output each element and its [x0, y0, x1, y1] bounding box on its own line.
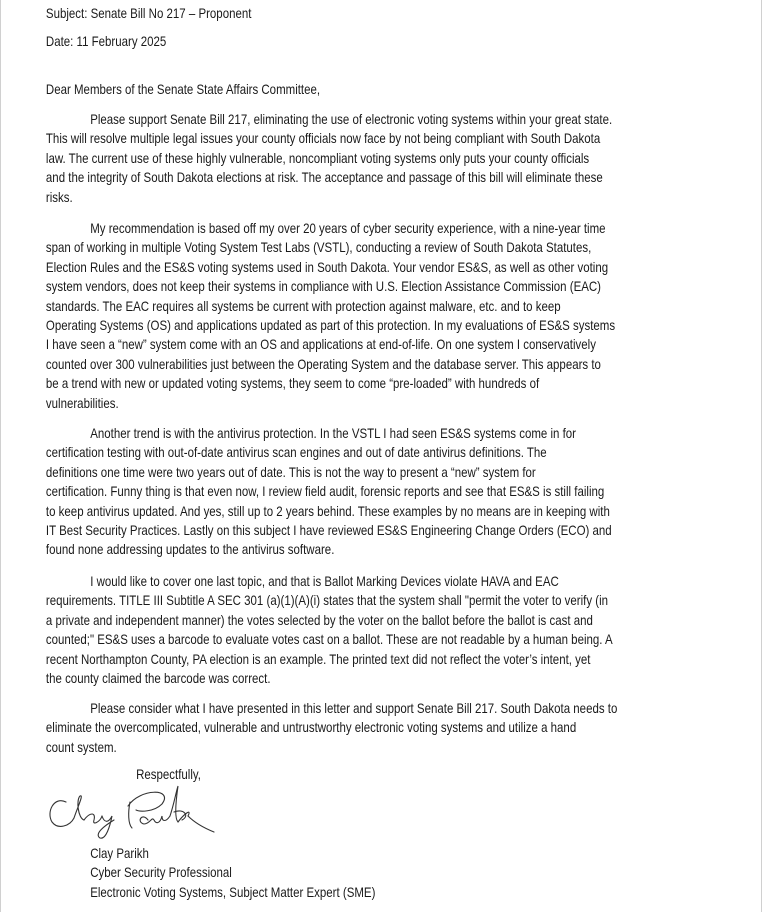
paragraph-line: certification. Funny thing is that even now, I review field audit, forensic reports and see that ES&S is still failing	[45, 483, 605, 500]
salutation: Dear Members of the Senate State Affairs Committee,	[45, 81, 321, 97]
paragraph-line: eliminate the overcomplicated, vulnerable and untrustworthy electronic voting systems and utilize a hand	[45, 719, 577, 736]
paragraph-line: to keep antivirus updated. And yes, still up to 2 years behind. These examples by no means are in keeping with	[45, 502, 610, 519]
paragraph-line: system vendors, does not keep their systems in compliance with U.S. Election Assistance Commission (EAC)	[45, 278, 602, 295]
paragraph-line: Operating Systems (OS) and applications updated as part of this protection. In my evaluations of ES&S systems	[45, 317, 616, 334]
paragraph-line: a private and independent manner) the votes selected by the voter on the ballot before the ballot is cast and	[45, 611, 593, 628]
paragraph-line: count system.	[45, 738, 117, 755]
signer-name: Clay Parikh	[90, 845, 149, 861]
paragraph-line: requirements. TITLE III Subtitle A SEC 301 (a)(1)(A)(i) states that the system shall "permit the voter to verify (in	[45, 592, 609, 609]
paragraph-line: vulnerabilities.	[45, 394, 119, 411]
paragraph-line: Please consider what I have presented in this letter and support Senate Bill 217. South Dakota needs to	[90, 700, 618, 716]
signer-title: Cyber Security Professional	[90, 864, 232, 880]
signer-role: Electronic Voting Systems, Subject Matter Expert (SME)	[90, 884, 376, 900]
paragraph-3	[46, 424, 612, 560]
paragraph-line: the county claimed the barcode was correct.	[45, 670, 271, 687]
paragraph-line: My recommendation is based off my over 20 years of cyber security experience, with a nine-year time	[90, 220, 606, 236]
paragraph-line: definitions one time were two years out of date. This is not the way to present a “new” system for	[45, 463, 536, 480]
paragraph-1	[46, 110, 612, 207]
paragraph-line: IT Best Security Practices. Lastly on this subject I have reviewed ES&S Engineering Change Orders (ECO) and	[45, 522, 612, 539]
closing: Respectfully,	[136, 766, 201, 782]
paragraph-line: law. The current use of these highly vulnerable, noncompliant voting systems only puts your county officials	[45, 149, 590, 166]
handwritten-signature	[44, 782, 244, 844]
paragraph-line: This will resolve multiple legal issues your county officials now face by not being compliant with South Dakota	[45, 130, 601, 147]
paragraph-line: counted;" ES&S uses a barcode to evaluate votes cast on a ballot. These are not readable by a human being. A	[45, 631, 613, 648]
paragraph-line: recent Northampton County, PA election is an example. The printed text did not reflect the voter’s intent, yet	[45, 650, 591, 667]
paragraph-5	[46, 699, 617, 757]
date-line: Date: 11 February 2025	[45, 33, 167, 49]
paragraph-line: I would like to cover one last topic, and that is Ballot Marking Devices violate HAVA and EAC	[90, 573, 559, 589]
paragraph-line: counted over 300 vulnerabilities just between the Operating System and the database server. This appears to	[45, 355, 601, 372]
paragraph-line: found none addressing updates to the antivirus software.	[45, 541, 335, 558]
paragraph-line: Another trend is with the antivirus protection. In the VSTL I had seen ES&S systems come in for	[90, 425, 576, 441]
paragraph-line: risks.	[45, 188, 73, 205]
paragraph-line: standards. The EAC requires all systems be current with protection against malware, etc. and to keep	[45, 297, 561, 314]
subject-line: Subject: Senate Bill No 217 – Proponent	[45, 5, 252, 21]
paragraph-line: and the integrity of South Dakota elections at risk. The acceptance and passage of this bill will eliminate these	[45, 169, 603, 186]
paragraph-2	[46, 219, 615, 413]
paragraph-line: Please support Senate Bill 217, eliminating the use of electronic voting systems within your great state.	[90, 111, 613, 127]
paragraph-4	[46, 572, 613, 688]
paragraph-line: span of working in multiple Voting System Test Labs (VSTL), conducting a review of South Dakota Statutes,	[45, 239, 592, 256]
paragraph-line: Election Rules and the ES&S voting systems used in South Dakota. Your vendor ES&S, as well as other voting	[45, 258, 609, 275]
paragraph-line: I have seen a “new” system come with an OS and applications at end-of-life. On one system I conservatively	[45, 336, 596, 353]
paragraph-line: certification testing with out-of-date antivirus scan engines and out of date antivirus definitions. The	[45, 444, 547, 461]
paragraph-line: be a trend with new or updated voting systems, they seem to come “pre-loaded” with hundreds of	[45, 375, 540, 392]
